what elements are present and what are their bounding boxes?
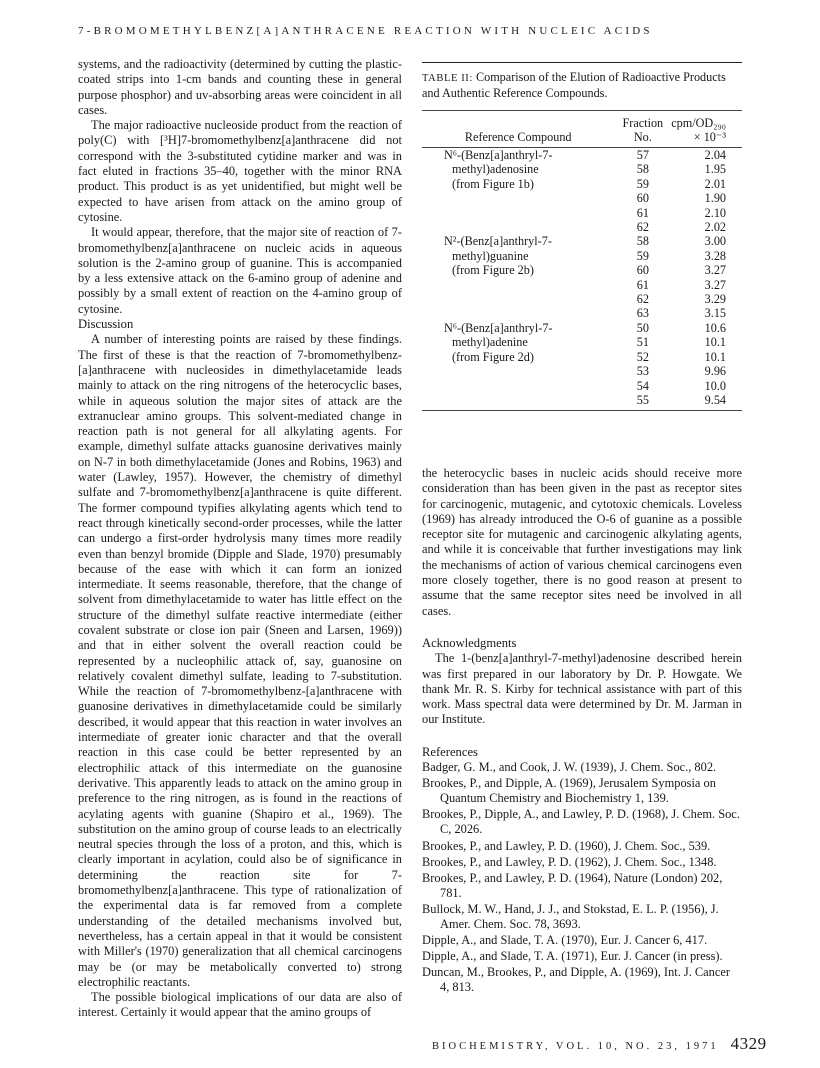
table-row xyxy=(422,350,742,364)
cell-compound: methyl)guanine xyxy=(452,248,529,263)
table-row xyxy=(422,335,742,349)
reference-item: Duncan, M., Brookes, P., and Dipple, A. (1969), Int. J. Cancer 4, 813. xyxy=(422,965,730,995)
cell-cpm: 3.27 xyxy=(704,263,726,278)
cell-cpm: 3.27 xyxy=(704,277,726,292)
table-header-rule xyxy=(422,110,742,111)
table-body xyxy=(422,148,742,408)
cell-compound xyxy=(422,393,614,407)
cell-fraction: 62 xyxy=(636,220,649,235)
table-row xyxy=(422,379,742,393)
cell-cpm: 1.95 xyxy=(704,162,726,177)
table-row xyxy=(422,249,742,263)
cell-compound: (from Figure 2d) xyxy=(452,349,534,364)
paragraph: The 1-(benz[a]anthryl-7-methyl)adenosine described herein was first prepared in our laboratory by Dr. P. Howgate. We thank Mr. R. S. Kirby for technical assistance with part of this work. Mass spectral data were determined by Dr. M. Jarman in our Institute. xyxy=(422,651,742,727)
paragraph: the heterocyclic bases in nucleic acids should receive more consideration than has been given in the past as receptor sites for carcinogenic, mutagenic, and cytotoxic chemicals. Loveless (1969) has already introduced the O-6 of guanine as a possible receptor site for mutagenic and carcinogenic alkylating agents, and while it is conceivable that further investigations may link the mechanisms of action of various chemical carcinogens even more closely together, there is no good reason at present to assume that the same receptor sites need be involved in all cases. xyxy=(422,466,742,618)
cell-compound xyxy=(422,220,614,234)
cell-compound xyxy=(422,278,614,292)
table-top-rule xyxy=(422,62,742,63)
reference-item: Brookes, P., and Lawley, P. D. (1964), Nature (London) 202, 781. xyxy=(422,870,723,900)
reference-item: Dipple, A., and Slade, T. A. (1970), Eur. J. Cancer 6, 417. xyxy=(422,933,708,948)
cell-cpm: 2.01 xyxy=(704,176,726,191)
table-row xyxy=(422,191,742,205)
table-row xyxy=(422,234,742,248)
cell-compound xyxy=(422,206,614,220)
cell-fraction: 61 xyxy=(636,205,649,220)
right-column xyxy=(422,466,742,996)
table-row xyxy=(422,220,742,234)
header-cpm: cpm/OD₂₉₀ × 10⁻³ xyxy=(671,116,726,144)
cell-compound: N⁶-(Benz[a]anthryl-7- xyxy=(444,320,553,335)
table-row xyxy=(422,306,742,320)
cell-compound: methyl)adenosine xyxy=(452,162,539,177)
reference-item: Brookes, P., and Lawley, P. D. (1962), J. Chem. Soc., 1348. xyxy=(422,854,717,869)
discussion-heading: Discussion xyxy=(78,317,134,332)
cell-compound: N⁶-(Benz[a]anthryl-7- xyxy=(444,148,553,162)
table-ii xyxy=(422,62,742,411)
cell-cpm: 3.00 xyxy=(704,234,726,249)
cell-cpm: 3.28 xyxy=(704,248,726,263)
cell-compound xyxy=(422,306,614,320)
paragraph: The possible biological implications of our data are also of interest. Certainly it would appear that the amino groups of xyxy=(78,990,402,1020)
cell-cpm: 2.10 xyxy=(704,205,726,220)
cell-cpm: 1.90 xyxy=(704,191,726,206)
running-head: 7-BROMOMETHYLBENZ[A]ANTHRACENE REACTION WITH NUCLEIC ACIDS xyxy=(78,25,653,37)
reference-item: Dipple, A., and Slade, T. A. (1971), Eur. J. Cancer (in press). xyxy=(422,949,723,964)
table-row xyxy=(422,263,742,277)
cell-fraction: 61 xyxy=(636,277,649,292)
table-row xyxy=(422,278,742,292)
page-footer xyxy=(432,1034,767,1054)
cell-compound: methyl)adenine xyxy=(452,335,528,350)
table-header-row xyxy=(422,112,742,147)
cell-cpm: 9.54 xyxy=(704,392,726,407)
reference-item: Brookes, P., and Lawley, P. D. (1960), J. Chem. Soc., 539. xyxy=(422,838,711,853)
cell-fraction: 50 xyxy=(636,320,649,335)
paragraph: The major radioactive nucleoside product from the reaction of poly(C) with [³H]7-bromomethylbenz[a]anthracene did not correspond with the 3-substituted cytidine marker and was in fact eluted in fractions 35–40, together with the minor RNA product. This product is as yet unidentified, but might well be expected to have arisen from attack on the amino group of cytosine. xyxy=(78,118,402,224)
cell-cpm: 10.1 xyxy=(704,335,726,350)
paragraph: systems, and the radioactivity (determined by cutting the plastic-coated strips into 1-cm bands and counting these in general purpose phosphor) and uv-absorbing areas were coincident in all cases. xyxy=(78,57,402,117)
reference-item: Brookes, P., and Dipple, A. (1969), Jerusalem Symposia on Quantum Chemistry and Biochemistry 1, 139. xyxy=(422,776,716,806)
table-row xyxy=(422,364,742,378)
table-caption xyxy=(422,70,742,101)
cell-compound xyxy=(422,364,614,378)
cell-fraction: 58 xyxy=(636,162,649,177)
table-row xyxy=(422,321,742,335)
cell-fraction: 62 xyxy=(636,292,649,307)
cell-fraction: 59 xyxy=(636,176,649,191)
cell-compound xyxy=(422,191,614,205)
data-table xyxy=(422,112,742,407)
cell-fraction: 60 xyxy=(636,263,649,278)
table-row xyxy=(422,148,742,163)
reference-list xyxy=(422,760,742,995)
cell-fraction: 59 xyxy=(636,248,649,263)
header-fraction: Fraction No. xyxy=(622,116,664,144)
table-row xyxy=(422,393,742,407)
cell-fraction: 52 xyxy=(636,349,649,364)
reference-item: Bullock, M. W., Hand, J. J., and Stokstad, E. L. P. (1956), J. Amer. Chem. Soc. 78, 3693. xyxy=(422,901,719,931)
table-row xyxy=(422,177,742,191)
page-number: 4329 xyxy=(730,1034,767,1053)
cell-cpm: 10.1 xyxy=(704,349,726,364)
left-column xyxy=(78,57,402,1021)
cell-compound: (from Figure 1b) xyxy=(452,176,534,191)
acknowledgments-heading: Acknowledgments xyxy=(422,635,517,650)
paragraph: It would appear, therefore, that the major site of reaction of 7-bromomethylbenz[a]anthracene on nucleic acids in aqueous solution is the 2-amino group of guanine. This is accompanied by a less extensive attack on the 6-amino group of adenine and possibly by a small extent of reaction on the 4-amino group of cytosine. xyxy=(78,225,402,316)
table-bottom-rule xyxy=(422,410,742,411)
cell-cpm: 3.15 xyxy=(704,306,726,321)
table-label: TABLE II: xyxy=(422,73,473,84)
cell-cpm: 9.96 xyxy=(704,364,726,379)
cell-fraction: 54 xyxy=(636,378,649,393)
references-heading: References xyxy=(422,744,478,759)
cell-fraction: 58 xyxy=(636,234,649,249)
cell-compound: N²-(Benz[a]anthryl-7- xyxy=(444,234,552,249)
cell-fraction: 57 xyxy=(636,148,649,162)
cell-cpm: 3.29 xyxy=(704,292,726,307)
cell-fraction: 55 xyxy=(636,392,649,407)
reference-item: Brookes, P., Dipple, A., and Lawley, P. D. (1968), J. Chem. Soc. C, 2026. xyxy=(422,807,740,837)
cell-compound: (from Figure 2b) xyxy=(452,263,534,278)
journal-citation: BIOCHEMISTRY, VOL. 10, NO. 23, 1971 xyxy=(432,1041,719,1052)
table-row xyxy=(422,292,742,306)
cell-fraction: 63 xyxy=(636,306,649,321)
cell-fraction: 60 xyxy=(636,191,649,206)
reference-item: Badger, G. M., and Cook, J. W. (1939), J. Chem. Soc., 802. xyxy=(422,760,717,775)
cell-fraction: 51 xyxy=(636,335,649,350)
table-caption-text: Comparison of the Elution of Radioactive Products and Authentic Reference Compounds. xyxy=(422,70,726,100)
cell-cpm: 2.02 xyxy=(704,220,726,235)
cell-cpm: 10.6 xyxy=(704,320,726,335)
cell-cpm: 10.0 xyxy=(704,378,726,393)
header-compound: Reference Compound xyxy=(464,130,572,144)
cell-fraction: 53 xyxy=(636,364,649,379)
paragraph: A number of interesting points are raised by these findings. The first of these is that the reaction of 7-bromomethylbenz-[a]anthracene with nucleosides in dimethylacetamide leads mainly to attack on the ring nitrogens of the heterocyclic bases, while in aqueous solution the major sites of attack are the extranuclear amino groups. This solvent-mediated change in reaction path is not general for all alkylating agents. For example, dimethyl sulfate attacks guanosine derivatives mainly on N-7 in both dimethylacetamide (Jones and Robins, 1963) and water (Lawley, 1957). However, the chemistry of dimethyl sulfate and 7-bromomethylbenz[a]anthracene is quite different. The former compound typifies alkylating agents which tend to react through kinetically second-order processes, while the latter can undergo a first-order hydrolysis many times more readily even than benzyl bromide (Dipple and Slade, 1970) presumably because of the ease with which it can form an ionized intermediate. It seems reasonable, therefore, that the change of solvent from dimethylacetamide to water has little effect on the structure of the dimethyl sulfate reactive intermediate (either covalent substrate or close ion pair (Sneen and Larsen, 1969)) and that in either solvent the overall reaction could be represented by a nucleophilic attack of, say, guanosine on relatively covalent dimethyl sulfate, leading to 7-substitution. While the reaction of 7-bromomethylbenz-[a]anthracene with guanosine derivatives in dimethylacetamide could be similarly described, it would appear that this reaction in water involves an intermediate of greater ionic character and that the overall reaction in this case could be better represented by an electrophilic attack of this intermediate on the guanosine derivative. This apparently leads to attack on the amino group in preference to the ring nitrogen, as is found in the reactions of acylating agents with guanine (Shapiro et al., 1969). The substitution on the amino group of course leads to an electrically neutral species through the loss of a proton, and this, which is clearly important in acylation, could also be of significance in determining the reaction site for 7-bromomethylbenz[a]anthracene. This type of rationalization of the experimental data is far removed from a complete understanding of the detailed mechanisms involved but, nevertheless, has a certain appeal in that it would be consistent with Miller's (1970) generalization that all chemical carcinogens may be (or may be metabolically converted to) strong electrophilic reactants. xyxy=(78,332,402,989)
table-row xyxy=(422,206,742,220)
cell-cpm: 2.04 xyxy=(704,148,726,162)
table-row xyxy=(422,162,742,176)
cell-compound xyxy=(422,379,614,393)
cell-compound xyxy=(422,292,614,306)
